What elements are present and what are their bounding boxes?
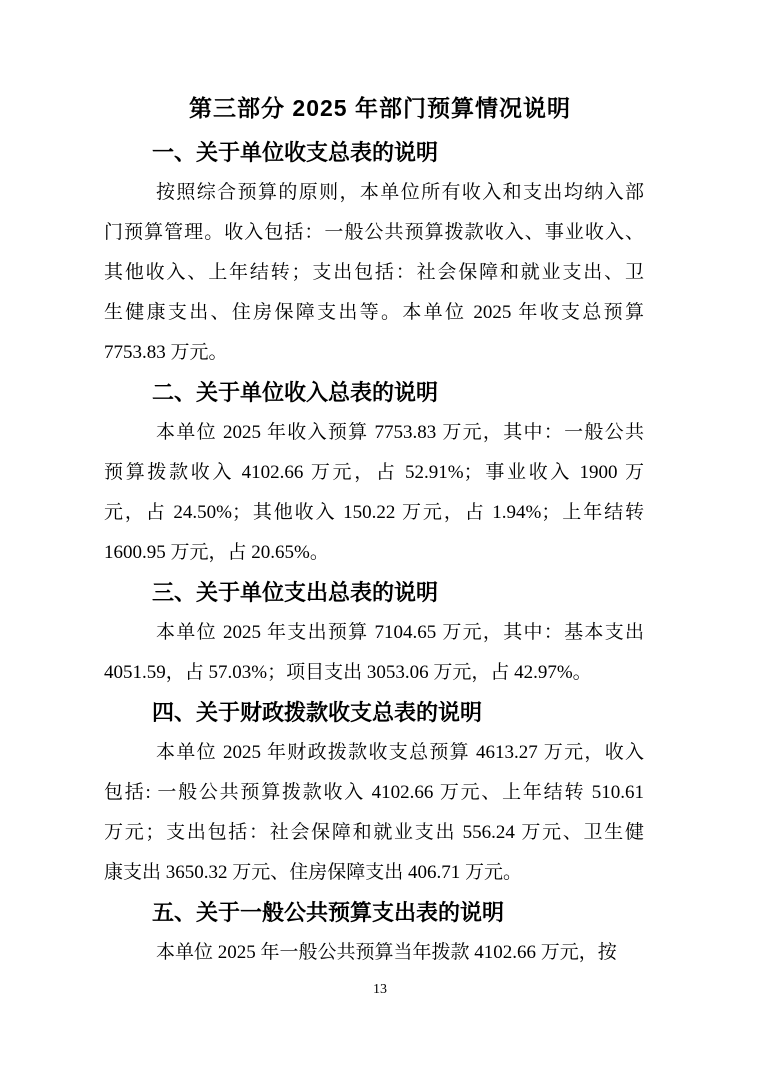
- body-line: 康支出 3650.32 万元、住房保障支出 406.71 万元。: [104, 862, 523, 883]
- body-line: 本单位 2025 年支出预算 7104.65 万元，其中：基本支出: [156, 622, 644, 643]
- body-line: 本单位 2025 年收入预算 7753.83 万元，其中：一般公共: [156, 422, 644, 443]
- body-line: 本单位 2025 年一般公共预算当年拨款 4102.66 万元，按: [156, 942, 617, 963]
- body-line: 本单位 2025 年财政拨款收支总预算 4613.27 万元，收入: [156, 742, 644, 763]
- body-line: 4051.59，占 57.03%；项目支出 3053.06 万元，占 42.97%。: [104, 662, 592, 683]
- document-body: [0, 133, 644, 973]
- body-line: 1600.95 万元，占 20.65%。: [104, 542, 329, 563]
- body-line: 按照综合预算的原则，本单位所有收入和支出均纳入部: [156, 182, 644, 203]
- body-line: 预算拨款收入 4102.66 万元，占 52.91%；事业收入 1900 万: [104, 462, 645, 483]
- page-title: 第三部分 2025 年部门预算情况说明: [189, 95, 571, 121]
- body-line: 生健康支出、住房保障支出等。本单位 2025 年收支总预算: [104, 302, 644, 323]
- body-line: 包括: 一般公共预算拨款收入 4102.66 万元、上年结转 510.61: [104, 782, 644, 803]
- page-number: 13: [373, 982, 387, 997]
- body-line: 7753.83 万元。: [104, 342, 228, 363]
- body-line: 其他收入、上年结转；支出包括：社会保障和就业支出、卫: [104, 262, 644, 283]
- section-heading-4: 四、关于财政拨款收支总表的说明: [152, 700, 483, 725]
- body-line: 门预算管理。收入包括：一般公共预算拨款收入、事业收入、: [104, 222, 644, 243]
- section-heading-1: 一、关于单位收支总表的说明: [152, 140, 439, 165]
- section-heading-3: 三、关于单位支出总表的说明: [152, 580, 439, 605]
- section-heading-5: 五、关于一般公共预算支出表的说明: [152, 900, 505, 925]
- section-heading-2: 二、关于单位收入总表的说明: [152, 380, 439, 405]
- body-line: 万元；支出包括：社会保障和就业支出 556.24 万元、卫生健: [104, 822, 644, 843]
- body-line: 元，占 24.50%；其他收入 150.22 万元，占 1.94%；上年结转: [104, 502, 644, 523]
